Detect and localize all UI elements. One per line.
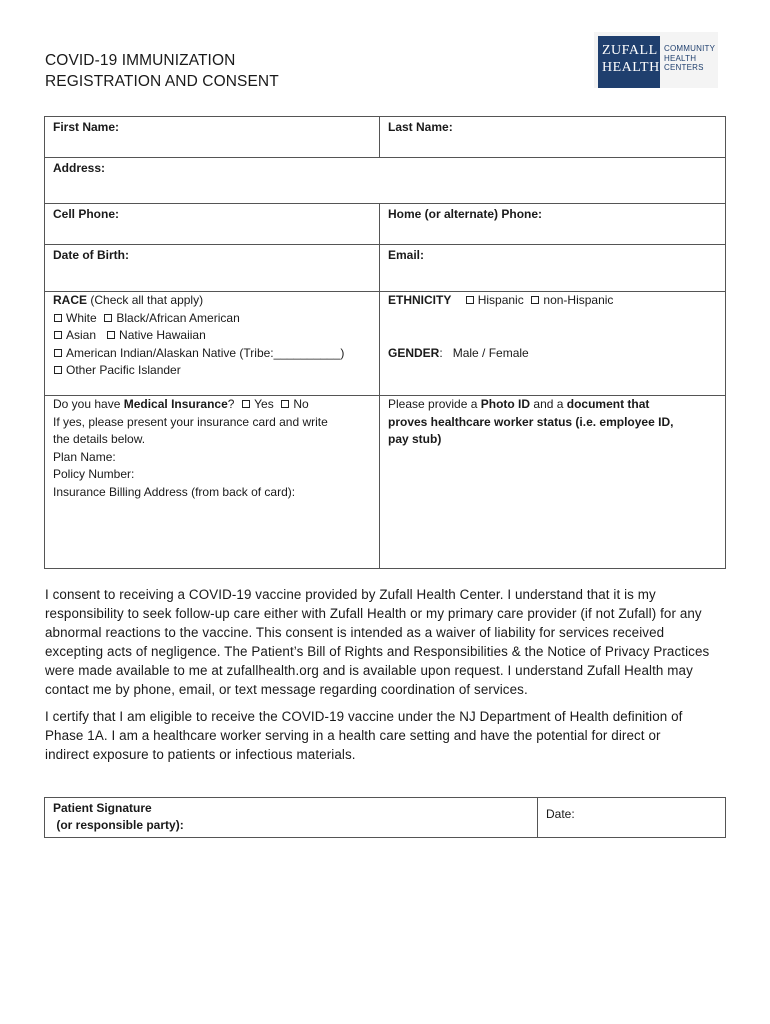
first-name-field[interactable] <box>45 117 380 158</box>
hispanic-checkbox[interactable] <box>466 296 474 304</box>
race-white-checkbox[interactable] <box>54 314 62 322</box>
title-line-2: REGISTRATION AND CONSENT <box>45 73 279 90</box>
ethnicity-label: ETHNICITY <box>388 293 452 307</box>
race-black-checkbox[interactable] <box>104 314 112 322</box>
policy-number-label: Policy Number: <box>53 467 135 481</box>
race-hawaiian-checkbox[interactable] <box>107 331 115 339</box>
gender-colon: : <box>439 345 443 360</box>
certify-line: Phase 1A. I am a healthcare worker serving in a health care setting and have the potential for direct or <box>45 728 661 743</box>
title-line-1: COVID-19 IMMUNIZATION <box>45 52 236 69</box>
logo-tag-line-1: COMMUNITY <box>664 44 716 53</box>
photo-id-section <box>380 396 726 569</box>
certify-line: I certify that I am eligible to receive the COVID-19 vaccine under the NJ Department of Health definition of <box>45 709 683 724</box>
certify-line: indirect exposure to patients or infectious materials. <box>45 747 356 762</box>
consent-line: responsibility to seek follow-up care either with Zufall Health or my primary care provider (if not Zufall) for any <box>45 606 702 621</box>
race-hint: (Check all that apply) <box>90 293 204 307</box>
logo-tag-line-3: CENTERS <box>664 63 704 72</box>
certify-paragraph <box>45 707 735 764</box>
photo-id-bold-2: document that <box>566 397 650 411</box>
non-hispanic-checkbox[interactable] <box>531 296 539 304</box>
gender-options[interactable]: Male / Female <box>452 345 529 360</box>
last-name-field[interactable] <box>380 117 726 158</box>
insurance-yes-label: Yes <box>254 397 274 411</box>
consent-line: contact me by phone, email, or text message regarding coordination of services. <box>45 682 528 697</box>
insurance-section <box>45 396 380 569</box>
insurance-question-prefix: Do you have <box>53 397 124 411</box>
photo-id-line-2: proves healthcare worker status (i.e. employee ID, <box>388 414 674 429</box>
consent-line: were made available to me at zufallhealth.org and is available upon request. I understand Zufall Health may <box>45 663 693 678</box>
plan-name-label: Plan Name: <box>53 449 116 464</box>
signature-label-line-2: (or responsible party): <box>53 818 184 832</box>
insurance-instruction-2: the details below. <box>53 432 146 446</box>
insurance-no-label: No <box>293 397 309 411</box>
race-pacific-checkbox[interactable] <box>54 366 62 374</box>
consent-line: excepting acts of negligence. The Patient’s Bill of Rights and Responsibilities & the Notice of Privacy Practices <box>45 644 710 659</box>
logo-tagline <box>664 44 715 73</box>
zufall-health-logo <box>594 32 718 88</box>
logo-name-line-1: ZUFALL <box>602 43 658 58</box>
gender-label: GENDER <box>388 345 440 360</box>
photo-id-text-1: Please provide a <box>388 397 481 411</box>
billing-address-label: Insurance Billing Address (from back of card): <box>53 484 296 499</box>
home-phone-field[interactable] <box>380 204 726 245</box>
race-section <box>45 292 380 396</box>
address-field[interactable] <box>45 158 726 204</box>
email-label: Email: <box>388 248 425 262</box>
non-hispanic-label: non-Hispanic <box>543 293 614 307</box>
insurance-instruction-1: If yes, please present your insurance card and write <box>53 414 328 429</box>
email-field[interactable] <box>380 245 726 292</box>
logo-mark <box>598 36 660 88</box>
insurance-no-checkbox[interactable] <box>281 400 289 408</box>
insurance-question-suffix: ? <box>227 397 235 411</box>
dob-field[interactable] <box>45 245 380 292</box>
logo-name-line-2: HEALTH <box>602 60 660 75</box>
ethnicity-gender-section <box>380 292 726 396</box>
race-white-label: White <box>66 310 97 325</box>
page-title <box>45 50 279 92</box>
address-label: Address: <box>53 161 106 175</box>
photo-id-text-2: and a <box>530 397 567 411</box>
registration-form <box>44 116 726 569</box>
consent-paragraph <box>45 585 735 699</box>
logo-tag-line-2: HEALTH <box>664 53 697 63</box>
photo-id-bold-1: Photo ID <box>480 397 531 411</box>
race-asian-checkbox[interactable] <box>54 331 62 339</box>
home-phone-label: Home (or alternate) Phone: <box>388 207 543 221</box>
date-field[interactable] <box>538 798 726 838</box>
dob-label: Date of Birth: <box>53 248 129 262</box>
consent-line: abnormal reactions to the vaccine. This consent is intended as a waiver of liability for services received <box>45 625 665 640</box>
race-hawaiian-label: Native Hawaiian <box>119 328 206 342</box>
race-pacific-label: Other Pacific Islander <box>66 363 181 377</box>
date-label: Date: <box>546 807 575 821</box>
signature-field[interactable] <box>45 798 538 838</box>
insurance-yes-checkbox[interactable] <box>242 400 250 408</box>
race-asian-label: Asian <box>66 328 97 342</box>
last-name-label: Last Name: <box>388 120 453 134</box>
signature-label-line-1: Patient Signature <box>53 801 152 815</box>
signature-table <box>44 797 726 838</box>
photo-id-line-3: pay stub) <box>388 432 442 446</box>
race-native-checkbox[interactable] <box>54 349 62 357</box>
race-label: RACE <box>53 293 88 307</box>
cell-phone-label: Cell Phone: <box>53 207 120 221</box>
consent-line: I consent to receiving a COVID-19 vaccine provided by Zufall Health Center. I understand that it is my <box>45 587 656 602</box>
first-name-label: First Name: <box>53 120 120 134</box>
race-native-label: American Indian/Alaskan Native (Tribe:__________) <box>66 345 345 360</box>
cell-phone-field[interactable] <box>45 204 380 245</box>
insurance-question-bold: Medical Insurance <box>123 397 228 411</box>
race-black-label: Black/African American <box>116 310 240 325</box>
hispanic-label: Hispanic <box>477 293 524 307</box>
